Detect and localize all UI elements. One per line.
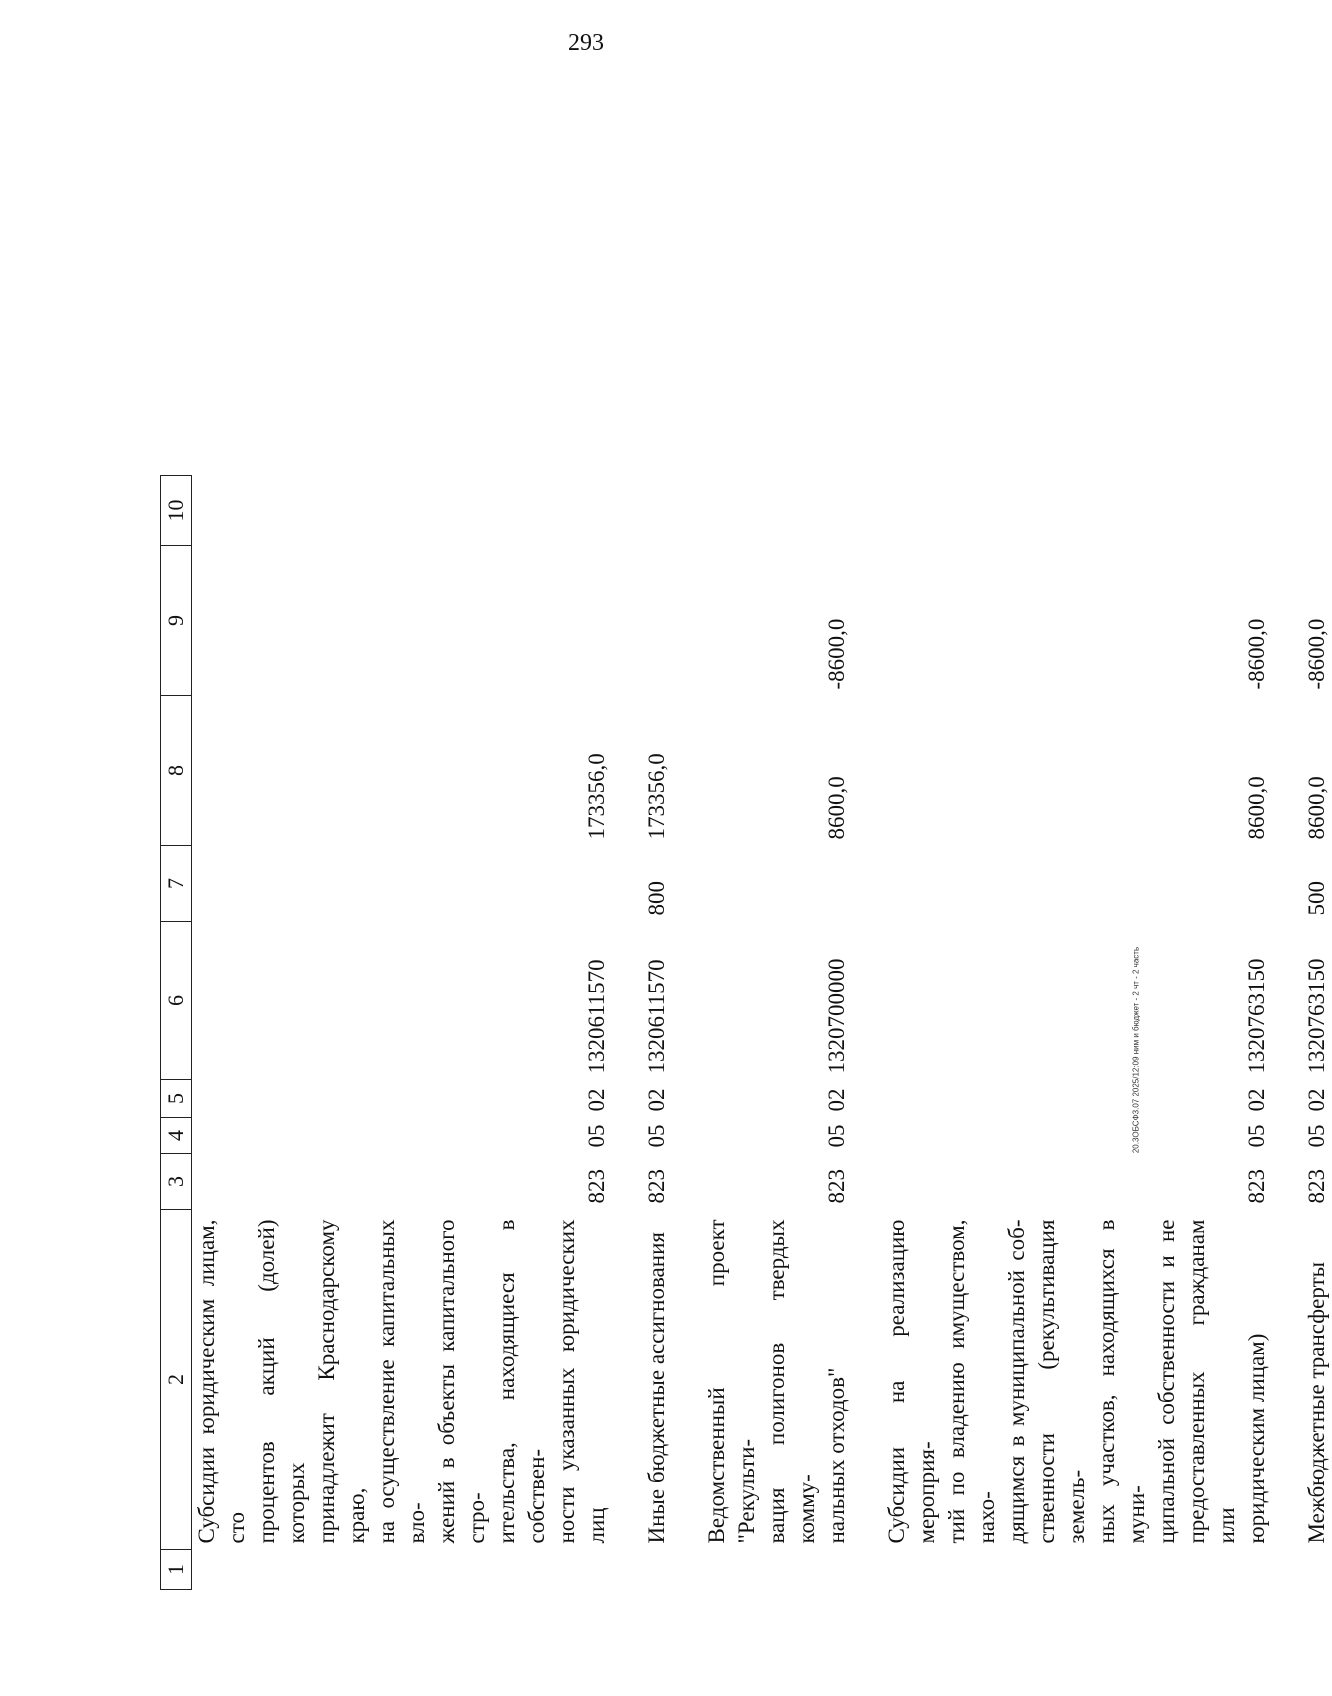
table-row — [1302, 476, 1332, 1590]
cell-col-5: 02 — [584, 1088, 609, 1112]
description-line: Субсидии юридическим лицам, сто — [194, 1219, 249, 1544]
description-line: жений в объекты капитального стро- — [434, 1219, 489, 1544]
column-header-8: 8 — [161, 696, 192, 846]
cell-col-3: 823 — [1304, 1169, 1329, 1204]
cell-col-10 — [192, 476, 613, 546]
row-description — [192, 1210, 613, 1550]
cell-col-10 — [882, 476, 1272, 546]
description-line: процентов акций (долей) которых — [254, 1219, 309, 1544]
column-header-5: 5 — [161, 1080, 192, 1118]
cell-col-5: 02 — [824, 1088, 849, 1112]
cell-col-6: 1320700000 — [824, 958, 849, 1074]
cell-col-7 — [702, 846, 852, 922]
cell-col-1 — [1302, 1550, 1332, 1590]
description-line: Иные бюджетные ассигнования — [644, 1232, 669, 1544]
cell-col-7: 800 — [644, 881, 669, 916]
page-number: 293 — [568, 30, 604, 56]
row-spacer — [672, 476, 702, 1590]
cell-col-10 — [1302, 476, 1332, 546]
cell-col-8: 8600,0 — [824, 776, 849, 840]
description-line: на осуществление капитальных вло- — [374, 1219, 429, 1544]
column-header-row — [161, 476, 192, 1590]
cell-col-5: 02 — [644, 1088, 669, 1112]
description-line: юридическим лицам) — [1244, 1333, 1269, 1544]
cell-col-8: 173356,0 — [584, 753, 609, 840]
cell-col-9 — [192, 546, 613, 696]
column-header-3: 3 — [161, 1154, 192, 1210]
cell-col-10 — [642, 476, 672, 546]
cell-col-9 — [642, 546, 672, 696]
description-line: тий по владению имуществом, нахо- — [944, 1219, 999, 1544]
cell-col-3: 823 — [1244, 1169, 1269, 1204]
cell-col-3: 823 — [824, 1169, 849, 1204]
cell-col-4: 05 — [644, 1124, 669, 1148]
cell-col-10 — [702, 476, 852, 546]
column-header-10: 10 — [161, 476, 192, 546]
cell-col-7 — [192, 846, 613, 922]
cell-col-5: 02 — [1244, 1088, 1269, 1112]
cell-col-4: 05 — [1244, 1124, 1269, 1148]
cell-col-6: 1320763150 — [1244, 958, 1269, 1074]
description-line: вация полигонов твердых комму- — [764, 1219, 819, 1544]
cell-col-6: 1320611570 — [584, 959, 609, 1074]
table-row — [882, 476, 1272, 1590]
cell-col-6: 1320611570 — [644, 959, 669, 1074]
cell-col-4: 05 — [584, 1124, 609, 1148]
description-line: ности указанных юридических лиц — [554, 1219, 609, 1544]
column-header-7: 7 — [161, 846, 192, 922]
description-line: Межбюджетные трансферты — [1304, 1261, 1329, 1544]
column-header-2: 2 — [161, 1210, 192, 1550]
row-description — [642, 1210, 672, 1550]
column-header-4: 4 — [161, 1118, 192, 1154]
table-row — [702, 476, 852, 1590]
description-line: предоставленных гражданам или — [1184, 1219, 1239, 1544]
row-spacer — [852, 476, 882, 1590]
description-line: ципальной собственности и не — [1154, 1219, 1179, 1544]
cell-col-8: 8600,0 — [1244, 776, 1269, 840]
description-line: принадлежит Краснодарскому краю, — [314, 1219, 369, 1544]
description-line: ительства, находящиеся в собствен- — [494, 1219, 549, 1544]
column-header-6: 6 — [161, 922, 192, 1080]
cell-col-6: 1320763150 — [1304, 958, 1329, 1074]
cell-col-9: -8600,0 — [1244, 618, 1269, 690]
cell-col-4: 05 — [824, 1124, 849, 1148]
column-header-1: 1 — [161, 1550, 192, 1590]
cell-col-1 — [192, 1550, 613, 1590]
cell-col-4: 05 — [1304, 1124, 1329, 1148]
cell-col-7: 500 — [1304, 881, 1329, 916]
cell-col-1 — [642, 1550, 672, 1590]
row-description — [702, 1210, 852, 1550]
cell-col-5: 02 — [1304, 1088, 1329, 1112]
budget-table — [160, 475, 1332, 1590]
cell-col-3: 823 — [644, 1169, 669, 1204]
table-row — [642, 476, 672, 1590]
footer-note: 20.3ОБСФ3.07 2025/12:09 ним и бюджет - 2 чт - 2 часть — [1131, 946, 1141, 1154]
cell-col-8: 173356,0 — [644, 753, 669, 840]
cell-col-9: -8600,0 — [824, 618, 849, 690]
description-line: дящимся в муниципальной соб- — [1004, 1219, 1029, 1544]
cell-col-1 — [702, 1550, 852, 1590]
column-header-9: 9 — [161, 546, 192, 696]
row-description — [882, 1210, 1272, 1550]
table-row — [192, 476, 613, 1590]
row-spacer — [612, 476, 642, 1590]
cell-col-8: 8600,0 — [1304, 776, 1329, 840]
cell-col-7 — [882, 846, 1272, 922]
description-line: ственности (рекультивация земель- — [1034, 1219, 1089, 1544]
description-line: Ведомственный проект "Рекульти- — [704, 1219, 759, 1544]
row-spacer — [1272, 476, 1302, 1590]
description-line: Субсидии на реализацию мероприя- — [884, 1219, 939, 1544]
description-line: ных участков, находящихся в муни- — [1094, 1219, 1149, 1544]
cell-col-9: -8600,0 — [1304, 618, 1329, 690]
row-description — [1302, 1210, 1332, 1550]
cell-col-3: 823 — [584, 1169, 609, 1204]
cell-col-1 — [882, 1550, 1272, 1590]
description-line: нальных отходов" — [824, 1367, 849, 1544]
